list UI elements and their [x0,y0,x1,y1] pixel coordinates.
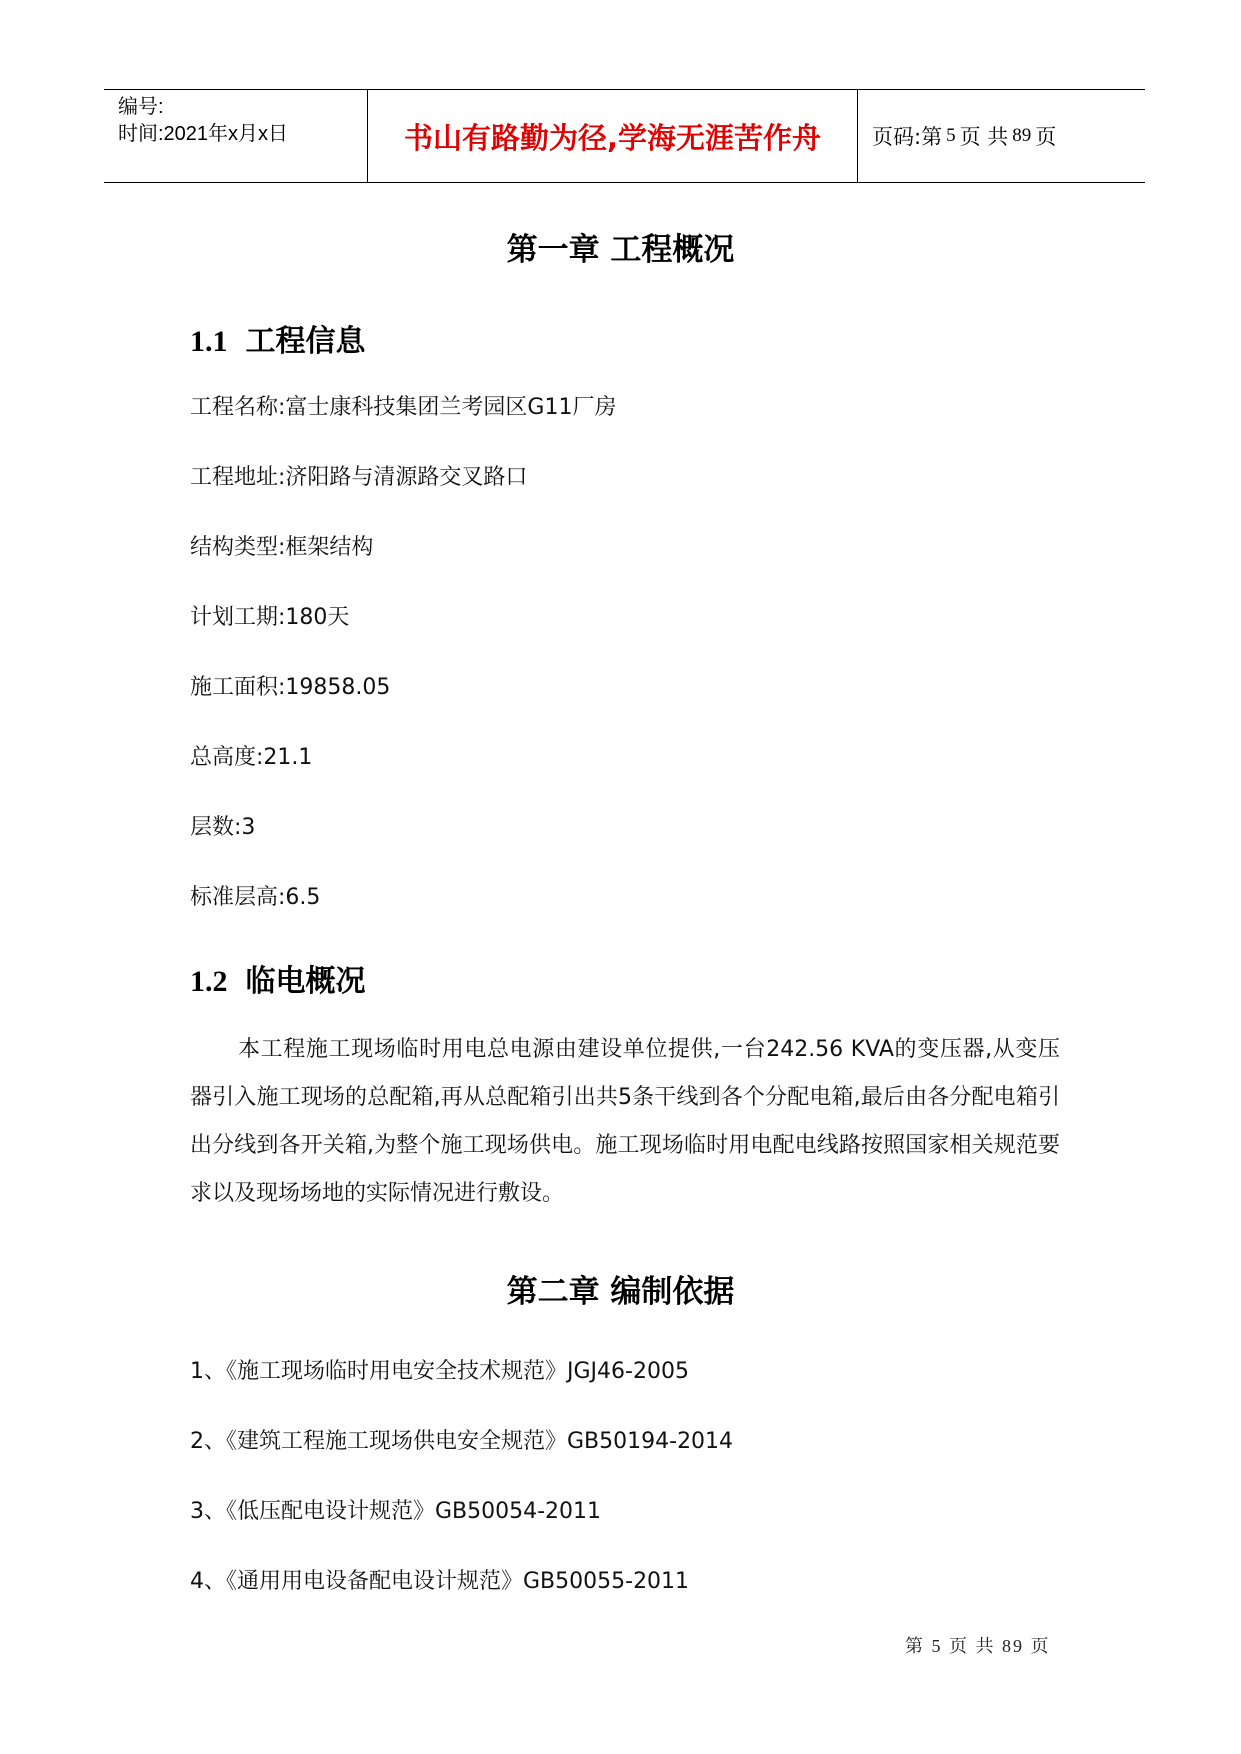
section-number: 1.2 [190,965,228,998]
page-mid: 页 共 [959,125,1009,149]
section-title: 临电概况 [245,964,366,999]
page-total: 89 [1012,125,1032,146]
page-prefix: 页码:第 [872,125,943,149]
document-number-label: 编号: [118,96,164,118]
page-current: 5 [946,125,956,146]
section-number: 1.1 [190,325,228,358]
info-standard-floor-height: 标准层高:6.5 [190,885,321,910]
chapter-1-title: 第一章 工程概况 [506,232,735,268]
info-construction-area: 施工面积:19858.05 [190,675,391,700]
info-structure-type: 结构类型:框架结构 [190,535,374,560]
chapter-2-title: 第二章 编制依据 [506,1274,735,1310]
reference-item: 3、《低压配电设计规范》GB50054-2011 [190,1499,602,1524]
reference-item: 1、《施工现场临时用电安全技术规范》JGJ46-2005 [190,1359,689,1384]
power-overview-paragraph: 本工程施工现场临时用电总电源由建设单位提供,一台242.56 KVA的变压器,从变压器引入施工现场的总配箱,再从总配箱引出共5条干线到各个分配电箱,最后由各分配电箱引出分线到各开关箱,为整个施工现场供电。施工现场临时用电配电线路按照国家相关规范要求以及现场场地的实际情况进行敷设。 [190,1037,1060,1206]
document-time: 时间:2021年x月x日 [118,123,289,145]
reference-item: 2、《建筑工程施工现场供电安全规范》GB50194-2014 [190,1429,734,1454]
section-1-2-heading [190,956,366,1000]
page-header [104,89,1145,183]
info-floor-count: 层数:3 [190,815,256,840]
info-total-height: 总高度:21.1 [190,745,313,770]
header-motto: 书山有路勤为径,学海无涯苦作舟 [368,90,858,182]
reference-item: 4、《通用用电设备配电设计规范》GB50055-2011 [190,1569,690,1594]
info-project-address: 工程地址:济阳路与清源路交叉路口 [190,465,528,490]
info-planned-duration: 计划工期:180天 [190,605,350,630]
info-project-name: 工程名称:富士康科技集团兰考园区G11厂房 [190,395,617,420]
section-1-1-heading [190,316,366,360]
header-meta [104,90,368,182]
page-footer: 第 5 页 共 89 页 [905,1636,1051,1656]
page-suffix: 页 [1035,125,1057,149]
section-title: 工程信息 [245,324,366,359]
header-page-number [858,90,1145,182]
